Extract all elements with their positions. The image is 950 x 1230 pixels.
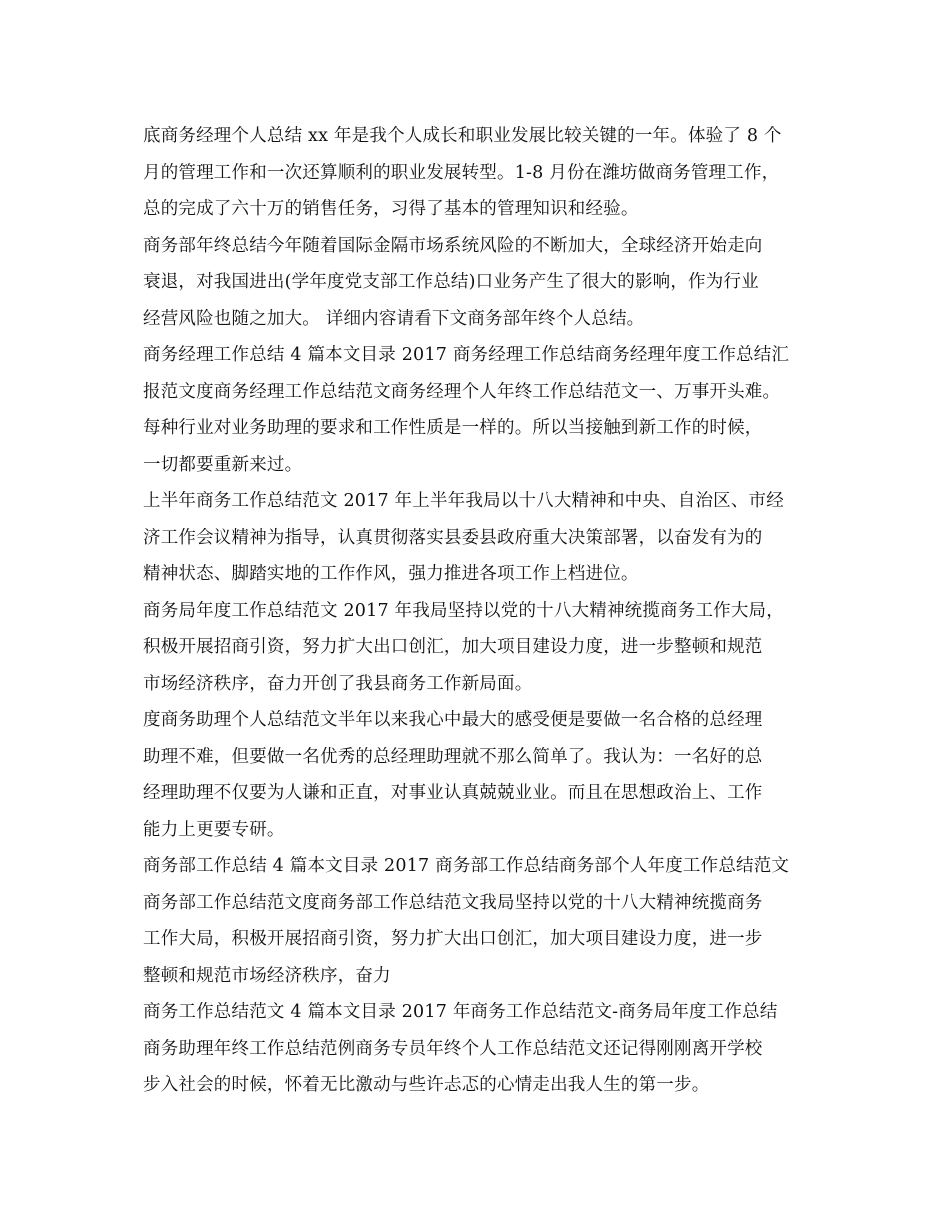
text-line: 步入社会的时候，怀着无比激动与些许忐忑的心情走出我人生的第一步。 <box>143 1075 710 1095</box>
paragraph <box>143 483 813 593</box>
text-line: 助理不难，但要做一名优秀的总经理助理就不那么简单了。我认为：一名好的总 <box>143 746 763 767</box>
paragraph <box>143 702 813 848</box>
text-line: 月的管理工作和一次还算顺利的职业发展转型。1-8 月份在潍坊做商务管理工作， <box>143 162 780 183</box>
text-line: 积极开展招商引资，努力扩大出口创汇，加大项目建设力度，进一步整顿和规范 <box>143 637 763 657</box>
text-line: 市场经济秩序，奋力开创了我县商务工作新局面。 <box>143 673 533 694</box>
text-line: 济工作会议精神为指导，认真贯彻落实县委县政府重大决策部署，以奋发有为的 <box>143 527 763 548</box>
text-line: 整顿和规范市场经济秩序，奋力 <box>143 965 391 986</box>
text-line: 商务工作总结范文 4 篇本文目录 2017 年商务工作总结范文-商务局年度工作总结 <box>143 1002 778 1022</box>
text-line: 工作大局，积极开展招商引资，努力扩大出口创汇，加大项目建设力度，进一步 <box>143 929 763 949</box>
text-line: 精神状态、脚踏实地的工作作风，强力推进各项工作上档进位。 <box>143 564 639 584</box>
text-line: 经理助理不仅要为人谦和正直，对事业认真兢兢业业。而且在思想政治上、工作 <box>143 783 763 803</box>
text-line: 经营风险也随之加大。 详细内容请看下文商务部年终个人总结。 <box>143 308 645 329</box>
text-line: 一切都要重新来过。 <box>143 454 303 475</box>
text-line: 每种行业对业务助理的要求和工作性质是一样的。所以当接触到新工作的时候， <box>143 418 763 438</box>
paragraph <box>143 994 813 1104</box>
text-line: 度商务助理个人总结范文半年以来我心中最大的感受便是要做一名合格的总经理 <box>143 710 763 730</box>
paragraph <box>143 593 813 703</box>
text-line: 衰退，对我国进出(学年度党支部工作总结)口业务产生了很大的影响，作为行业 <box>143 272 759 292</box>
text-line: 总的完成了六十万的销售任务，习得了基本的管理知识和经验。 <box>143 199 639 219</box>
paragraph <box>143 118 813 228</box>
text-line: 报范文度商务经理工作总结范文商务经理个人年终工作总结范文一、万事开头难。 <box>143 381 781 402</box>
text-line: 商务经理工作总结 4 篇本文目录 2017 商务经理工作总结商务经理年度工作总结汇 <box>143 345 790 365</box>
document-body <box>143 118 813 1104</box>
text-line: 能力上更要专研。 <box>143 819 285 840</box>
text-line: 商务部工作总结 4 篇本文目录 2017 商务部工作总结商务部个人年度工作总结范文 <box>143 856 790 876</box>
text-line: 上半年商务工作总结范文 2017 年上半年我局以十八大精神和中央、自治区、市经 <box>143 491 784 511</box>
text-line: 商务部年终总结今年随着国际金隔市场系统风险的不断加大，全球经济开始走向 <box>143 235 763 256</box>
text-line: 底商务经理个人总结 xx 年是我个人成长和职业发展比较关键的一年。体验了 8 个 <box>143 126 782 146</box>
paragraph <box>143 848 813 994</box>
text-line: 商务助理年终工作总结范例商务专员年终个人工作总结范文还记得刚刚离开学校 <box>143 1038 763 1059</box>
paragraph <box>143 228 813 338</box>
text-line: 商务局年度工作总结范文 2017 年我局坚持以党的十八大精神统揽商务工作大局， <box>143 600 784 621</box>
paragraph <box>143 337 813 483</box>
text-line: 商务部工作总结范文度商务部工作总结范文我局坚持以党的十八大精神统揽商务 <box>143 892 763 913</box>
